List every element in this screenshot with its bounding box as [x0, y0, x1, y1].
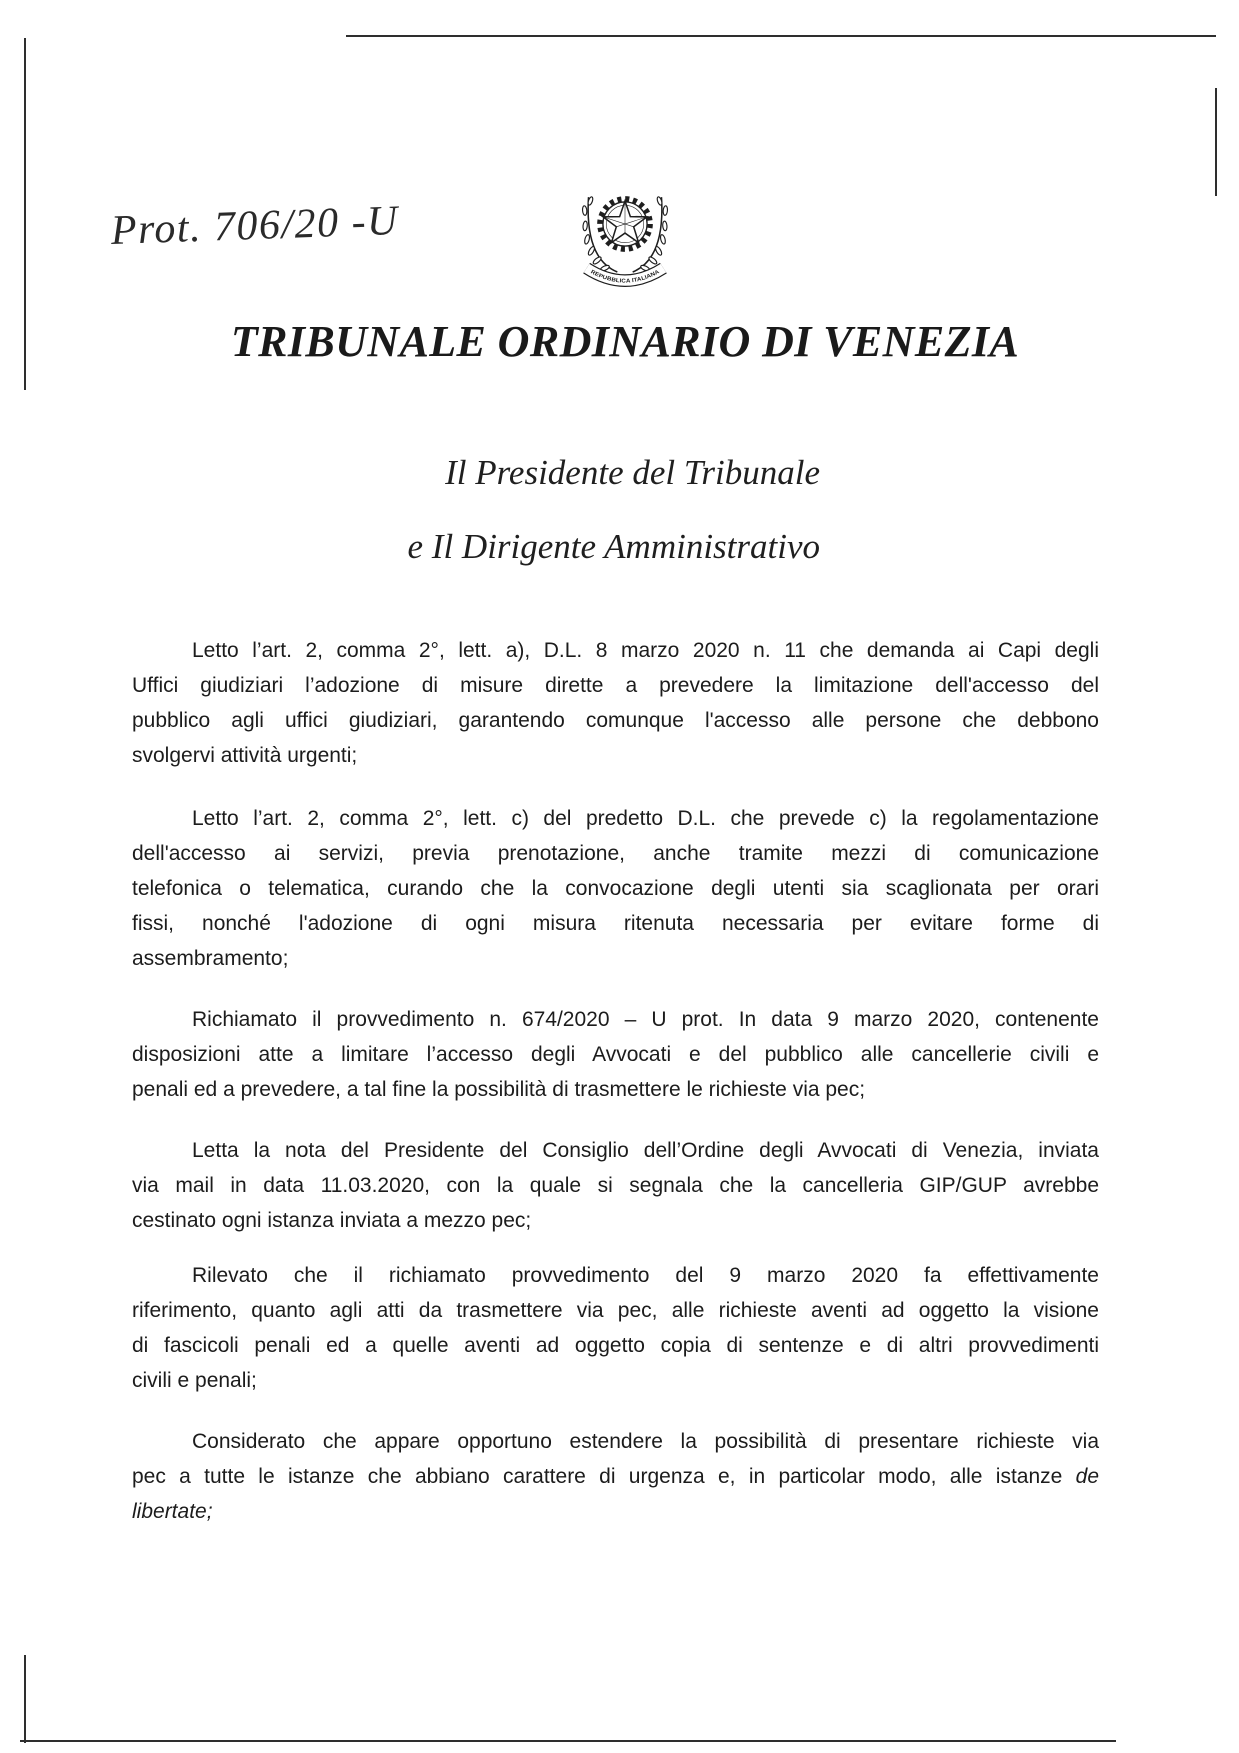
text-line: pubblico agli uffici giudiziari, garantendo comunque l'accesso alle persone che debbono: [132, 709, 1099, 732]
emblem-ribbon: [587, 268, 664, 284]
scan-edge-bottom: [20, 1740, 1116, 1742]
court-title: TRIBUNALE ORDINARIO DI VENEZIA: [230, 317, 1020, 366]
text-line: Richiamato il provvedimento n. 674/2020 – U prot. In data 9 marzo 2020, contenente: [192, 1008, 1099, 1031]
paragraph-6: [132, 1424, 1099, 1529]
text-line: Letto l’art. 2, comma 2°, lett. a), D.L. 8 marzo 2020 n. 11 che demanda ai Capi degli: [192, 639, 1099, 662]
text-line: disposizioni atte a limitare l’accesso degli Avvocati e del pubblico alle cancellerie civili e: [132, 1043, 1099, 1066]
handwritten-protocol-number: Prot. 706/20 -U: [110, 197, 400, 254]
latin-phrase-run: libertate;: [132, 1500, 213, 1523]
text-line: [132, 1459, 1099, 1494]
scan-edge-top: [346, 35, 1216, 37]
text-line: Uffici giudiziari l’adozione di misure dirette a prevedere la limitazione dell'accesso del: [132, 674, 1099, 697]
text-line: riferimento, quanto agli atti da trasmettere via pec, alle richieste aventi ad oggetto la visione: [132, 1299, 1099, 1322]
latin-phrase-run: de: [1075, 1465, 1099, 1488]
text-line: cestinato ogni istanza inviata a mezzo pec;: [132, 1209, 532, 1232]
paragraph-5: [132, 1258, 1099, 1398]
text-line: fissi, nonché l'adozione di ogni misura ritenuta necessaria per evitare forme di: [132, 912, 1099, 935]
scan-edge-left-upper: [24, 38, 26, 390]
issuer-president: Il Presidente del Tribunale: [445, 453, 820, 492]
text-line: [132, 1494, 1099, 1529]
text-line: penali ed a prevedere, a tal fine la possibilità di trasmettere le richieste via pec;: [132, 1078, 866, 1101]
text-line: dell'accesso ai servizi, previa prenotazione, anche tramite mezzi di comunicazione: [132, 842, 1099, 865]
issuer-administrative-director: e Il Dirigente Amministrativo: [407, 527, 820, 566]
scan-edge-right: [1215, 88, 1217, 196]
paragraph-4: [132, 1133, 1099, 1238]
text-line: assembramento;: [132, 947, 289, 970]
paragraph-1: [132, 633, 1099, 773]
text-line: svolgervi attività urgenti;: [132, 744, 358, 767]
text-line: Letta la nota del Presidente del Consiglio dell’Ordine degli Avvocati di Venezia, inviata: [192, 1139, 1099, 1162]
paragraph-3: [132, 1002, 1099, 1107]
text-line: civili e penali;: [132, 1369, 257, 1392]
text-line: telefonica o telematica, curando che la convocazione degli utenti sia scaglionata per orari: [132, 877, 1099, 900]
text-line: di fascicoli penali ed a quelle aventi ad oggetto copia di sentenze e di altri provvedimenti: [132, 1334, 1099, 1357]
paragraph-2: [132, 801, 1099, 976]
text-run: pec a tutte le istanze che abbiano carattere di urgenza e, in particolar modo, alle istanze: [132, 1465, 1063, 1488]
italian-republic-emblem-icon: [577, 176, 673, 296]
text-line: Rilevato che il richiamato provvedimento del 9 marzo 2020 fa effettivamente: [192, 1264, 1099, 1287]
text-line: Letto l’art. 2, comma 2°, lett. c) del predetto D.L. che prevede c) la regolamentazione: [192, 807, 1099, 830]
scan-edge-left-lower: [24, 1655, 26, 1743]
text-line: via mail in data 11.03.2020, con la quale si segnala che la cancelleria GIP/GUP avrebbe: [132, 1174, 1099, 1197]
text-line: Considerato che appare opportuno estendere la possibilità di presentare richieste via: [192, 1430, 1099, 1453]
emblem-ribbon-text-path: REPUBBLICA ITALIANA: [589, 269, 661, 285]
